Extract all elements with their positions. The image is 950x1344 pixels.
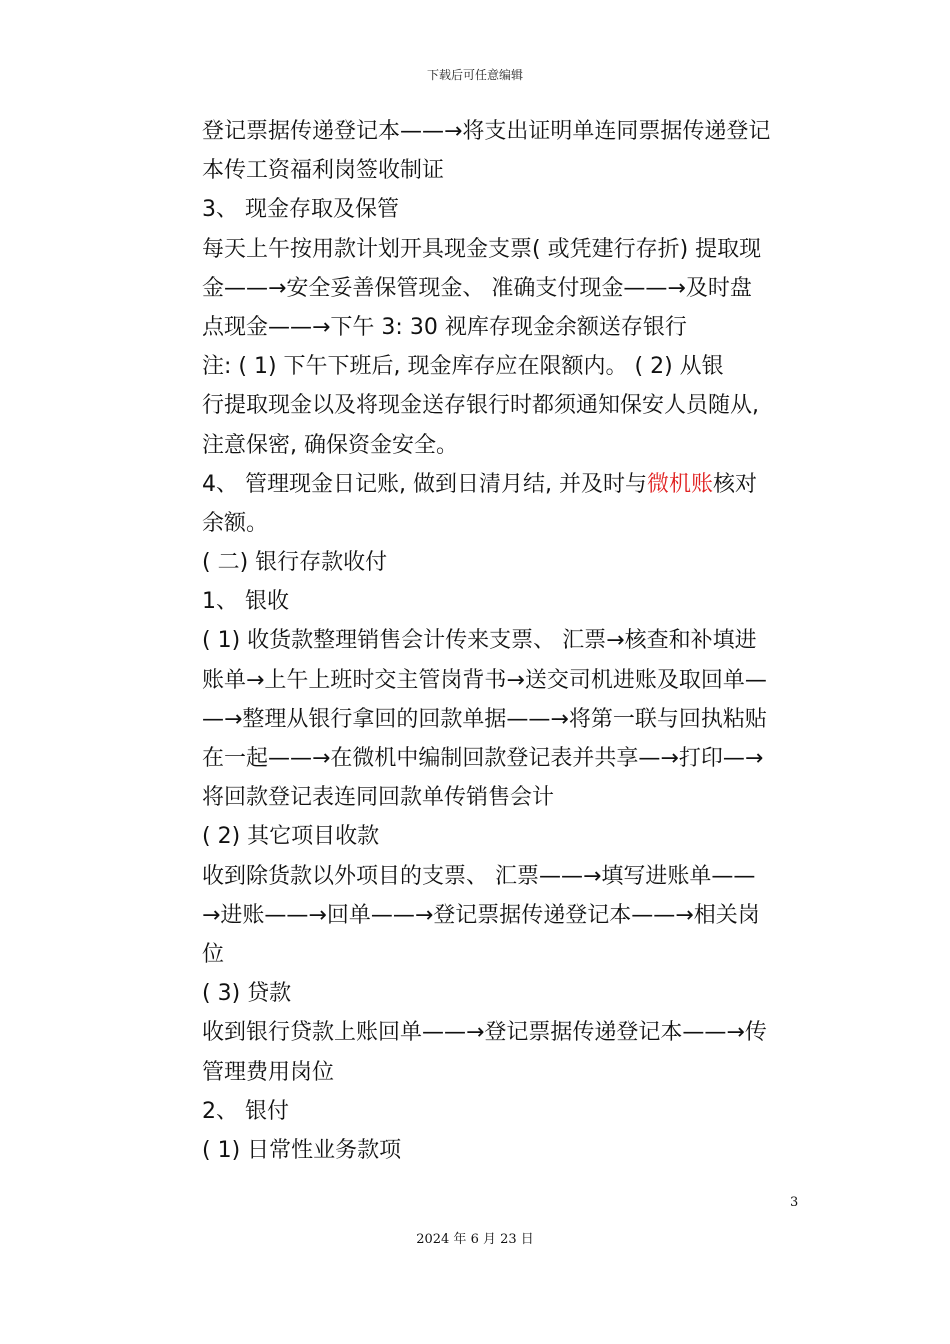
text-line: 每天上午按用款计划开具现金支票( 或凭建行存折) 提取现: [202, 236, 762, 262]
page-number: 3: [790, 1195, 799, 1210]
section-heading: ( 二) 银行存款收付: [202, 550, 388, 576]
text-line: 行提取现金以及将现金送存银行时都须通知保安人员随从,: [202, 393, 759, 419]
text-segment: 4、 管理现金日记账, 做到日清月结, 并及时与: [202, 471, 647, 497]
note-line: 注: ( 1) 下午下班后, 现金库存应在限额内。 ( 2) 从银: [202, 354, 724, 380]
text-line: 登记票据传递登记本——→将支出证明单连同票据传递登记: [202, 119, 771, 144]
section-heading: 2、 银付: [202, 1098, 289, 1124]
text-line: 收到除货款以外项目的支票、 汇票——→填写进账单——: [202, 863, 756, 889]
text-segment: 核对: [712, 471, 757, 497]
highlighted-term: 微机账: [646, 471, 713, 497]
text-line: 将回款登记表连同回款单传销售会计: [202, 785, 555, 811]
text-line: 管理费用岗位: [202, 1059, 335, 1085]
page-header: 下载后可任意编辑: [426, 68, 523, 82]
section-heading: ( 2) 其它项目收款: [202, 824, 380, 850]
document-body: [202, 112, 812, 1170]
text-line: 注意保密, 确保资金安全。: [202, 432, 458, 458]
text-line: ( 1) 收货款整理销售会计传来支票、 汇票→核查和补填进: [202, 628, 757, 654]
text-line: 在一起——→在微机中编制回款登记表并共享—→打印—→: [202, 746, 764, 771]
text-line: 位: [202, 941, 225, 967]
page-footer-date: 2024 年 6 月 23 日: [416, 1232, 534, 1247]
text-line: 金——→安全妥善保管现金、 准确支付现金——→及时盘: [202, 275, 752, 301]
section-heading: [202, 465, 812, 504]
section-heading: 3、 现金存取及保管: [202, 197, 399, 223]
text-line: 收到银行贷款上账回单——→登记票据传递登记本——→传: [202, 1020, 767, 1046]
text-line: 账单→上午上班时交主管岗背书→送交司机进账及取回单—: [202, 667, 767, 693]
text-line: 余额。: [202, 510, 269, 536]
text-line: 点现金——→下午 3: 30 视库存现金余额送存银行: [202, 314, 687, 340]
text-line: 本传工资福利岗签收制证: [202, 158, 445, 184]
section-heading: 1、 银收: [202, 589, 289, 615]
section-heading: ( 3) 贷款: [202, 981, 292, 1007]
text-line: →进账——→回单——→登记票据传递登记本——→相关岗: [202, 902, 760, 928]
text-line: —→整理从银行拿回的回款单据——→将第一联与回执粘贴: [202, 706, 767, 732]
section-heading: ( 1) 日常性业务款项: [202, 1137, 402, 1163]
